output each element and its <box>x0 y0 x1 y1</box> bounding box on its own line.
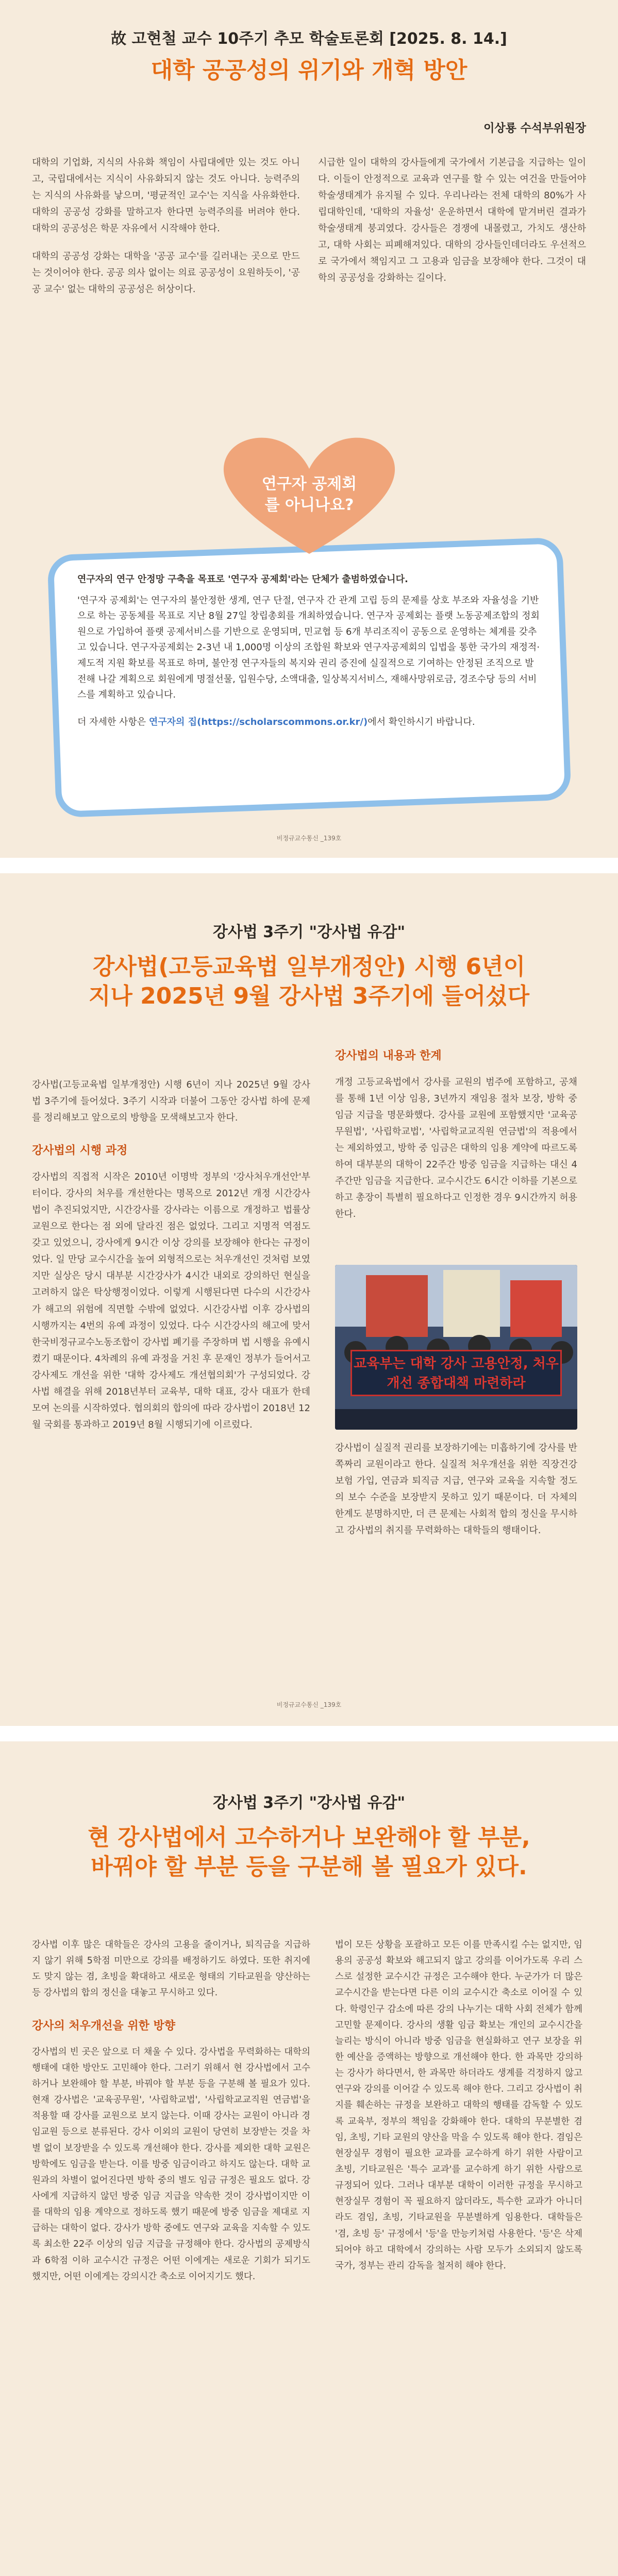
left-column <box>32 155 300 309</box>
section-headline <box>31 952 587 1011</box>
headline-line: 지나 2025년 9월 강사법 3주기에 들어섰다 <box>88 983 530 1010</box>
page-divider <box>0 858 618 873</box>
section-kicker: 故 고현철 교수 10주기 추모 학술토론회 [2025. 8. 14.] <box>111 30 507 48</box>
paragraph: 시급한 일이 대학의 강사들에게 국가에서 기본급을 지급하는 일이다. 이들이 안정적으로 교육과 연구를 할 수 있는 여건을 만들어야 학술생태계가 유지될 수 있다. 우리나라는 전체 대학의 80%가 사립대학인데, '대학의 자율성' 운운하면서 대학에 맡겨버린 결과가 학술생태계 붕괴였다. 강사들은 경쟁에 내몰렸고, 가치도 생산하고, 대학 사회는 피폐해져있다. 대학의 강사들인데더라도 우선적으로 국가에서 책임지고 그 고용과 임금을 보장해야 한다. 그것이 대학의 공공성을 강화하는 길이다. <box>318 157 586 284</box>
callout-content <box>77 572 541 735</box>
protest-scene-icon <box>335 1265 577 1430</box>
subheading: 강사법의 시행 과정 <box>32 1144 128 1158</box>
paragraph: 강사법 이후 많은 대학들은 강사의 고용을 줄이거나, 퇴직금을 지급하지 않기 위해 5학점 미만으로 강의를 배정하기도 하였다. 또한 취지에도 맞지 않는 겸, 초빙을 확대하고 새로운 형태의 기타교원을 양산하는 등 강사법의 합의 정신을 대놓고 무시하고 있다. <box>32 1940 310 1998</box>
page-footer: 비정규교수통신 _139호 <box>276 1701 342 1708</box>
headline-line: 강사법(고등교육법 일부개정안) 시행 6년이 <box>92 954 526 980</box>
section-lecturer-law-reform <box>0 1747 618 2576</box>
paragraph: 개정 고등교육법에서 강사를 교원의 범주에 포함하고, 공채를 통해 1년 이상 임용, 3년까지 재임용 절차 보장, 방학 중 임금 지급을 명문화했다. 강사를 교원에 포함했지만 '교육공무원법', '사립학교법', '사립학교교직원 연금법'의 적용에서는 제외하였고, 방학 중 임금은 대학의 임용 계약에 따르도록 하여 대부분의 대학이 22주간 방중 임금을 지급하는 대신 4주간만 임금을 지급한다. 교수시간도 6시간 이하를 기본으로 하고 총장이 특별히 필요하다고 인정한 경우 9시간까지 허용한다. <box>335 1077 577 1220</box>
section-headline: 대학 공공성의 위기와 개혁 방안 <box>151 57 467 83</box>
subheading: 강사의 처우개선을 위한 방향 <box>32 2019 176 2032</box>
paragraph: 법이 모든 상황을 포괄하고 모든 이를 만족시킬 수는 없지만, 임용의 공공성 확보와 해고되지 않고 강의를 이어가도록 우리 스스로 설정한 교수시간 규정은 고수해야 한다. 누군가가 더 많은 교수시간을 받는다면 다른 이의 교수시간 축소로 이어질 수 있다. 학령인구 감소에 따른 강의 나누기는 대학 사회 전체가 함께 고민할 문제이다. 강사의 생활 임금 확보는 개인의 교수시간을 늘리는 방식이 아니라 방중 임금을 현실화하고 연구 보장을 위한 예산을 증액하는 방향으로 개선해야 한다. 한 과목만 강의하는 강사가 하다면서, 한 과목만 하더라도 생계를 걱정하지 않고 연구와 강의를 이어갈 수 있도록 해야 한다. 그리고 강사법이 취지를 훼손하는 규정을 보완하고 대학의 행태를 감독할 수 있도록 교육부, 정부의 책임을 강화해야 한다. 대학의 무분별한 겸임, 초빙, 기타 교원의 양산을 막을 수 있도록 해야 한다. 겸임은 현장실무 경험이 필요한 교과를 교수하게 하기 위한 사람이고 초빙, 기타교원은 '특수 교과'를 교수하게 하기 위한 사람으로 규정되어 있다. 그러나 대부분 대학이 이러한 규정을 무시하고 현장실무 경험이 꼭 필요하지 않더라도, 특수한 교과가 아니더라도 겸임, 초빙, 기타교원을 무분별하게 임용한다. 대학들은 '겸, 초빙 등' 규정에서 '등'을 만능키처럼 사용한다. '등'은 삭제되어야 하고 대학에서 강의하는 사람 모두가 소외되지 않도록 국가, 정부는 관리 감독을 철저히 해야 한다. <box>335 1940 583 2271</box>
paragraph: 강사법의 직접적 시작은 2010년 이명박 정부의 '강사처우개선안'부터이다. 강사의 처우를 개선한다는 명목으로 2012년 개정 시간강사법이 추진되었지만, 시간강사를 강사라는 이름으로 개정하고 법률상 교원으로 한다는 점 외에 달라진 점은 없었다. 그리고 지명적 역점도 갖고 있었으니, 강사에게 9시간 이상 강의를 보장해야 한다는 규정이었다. 일 만당 교수시간을 높여 외형적으로는 처우개선인 것처럼 보였지만 실상은 당시 대부분 시간강사가 4시간 내외로 강의하던 현실을 고려하지 않은 탁상행정이었다. 이렇게 시행된다면 다수의 시간강사가 해고의 위험에 직면할 수밖에 없었다. 시간강사법 이후 강사법의 시행까지는 4번의 유예 과정이 있었다. 다수 시간강사의 해고에 맞서 한국비정규교수노동조합이 강사법 폐기를 주장하며 법 시행을 유예시켰기 때문이다. 4차례의 유예 과정을 거친 후 문재인 정부가 들어서고 강사제도 개선을 위한 '대학 강사제도 개선협의회'가 구성되었다. 강사법 해결을 위해 2018년부터 교육부, 대학 대표, 강사 대표가 한데 모여 논의를 시작하였다. 협의회의 합의에 따라 강사법이 2018년 12월 국회를 통과하고 2019년 8월 시행되기에 이르렀다. <box>32 1172 310 1430</box>
right-column <box>318 155 586 298</box>
right-column <box>335 1046 577 1234</box>
right-column-lower <box>335 1440 577 1550</box>
left-column <box>32 1937 310 2296</box>
paragraph: 강사법이 실질적 권리를 보장하기에는 미흡하기에 강사를 반쪽짜리 교원이라고 한다. 실질적 처우개선을 위한 직장건강보험 가입, 연금과 퇴직금 지급, 연구와 교육을 지속할 정도의 보수 수준을 보장받지 못하고 있기 때문이다. 더 자체의 한계도 분명하지만, 더 큰 문제는 사회적 합의 정신을 무시하고 강사법의 취지를 무력화하는 대학들의 행태이다. <box>335 1443 577 1536</box>
section-kicker: 강사법 3주기 "강사법 유감" <box>212 1794 406 1812</box>
callout-lead: 연구자의 연구 안정망 구축을 목표로 '연구자 공제회'라는 단체가 출범하였습니다. <box>77 574 408 585</box>
section-kicker: 강사법 3주기 "강사법 유감" <box>212 923 406 941</box>
headline-line: 현 강사법에서 고수하거나 보완해야 할 부분, <box>88 1824 530 1851</box>
heart-text: 연구자 공제회를 아니나요? <box>261 475 357 514</box>
scholars-commons-link[interactable]: 연구자의 집(https://scholarscommons.or.kr/) <box>148 716 368 727</box>
section-public-university <box>0 0 618 855</box>
link-prefix: 더 자세한 사항은 <box>77 716 149 727</box>
section-headline <box>31 1823 587 1882</box>
page-divider <box>0 1726 618 1741</box>
heart-badge <box>219 433 399 556</box>
section-lecturer-law-6years <box>0 876 618 1721</box>
left-column <box>32 1077 310 1445</box>
link-suffix: 에서 확인하시기 바랍니다. <box>368 716 475 727</box>
paragraph: 대학의 공공성 강화는 대학을 '공공 교수'를 길러내는 곳으로 만드는 것이어야 한다. 공공 의사 없이는 의료 공공성이 요원하듯이, '공공 교수' 없는 대학의 공공성은 허상이다. <box>32 251 300 295</box>
headline-line: 바꿔야 할 부분 등을 구분해 볼 필요가 있다. <box>91 1854 527 1880</box>
protest-banner: 교육부는 대학 강사 고용안정, 처우개선 종합대책 마련하라 <box>350 1350 562 1396</box>
page-footer: 비정규교수통신 _139호 <box>276 835 342 842</box>
right-column <box>335 1937 582 2285</box>
protest-photo <box>335 1265 577 1430</box>
paragraph: 대학의 기업화, 지식의 사유화 책임이 사립대에만 있는 것도 아니고, 국립대에서는 지식이 사유화되지 않는 것도 아니다. 능력주의는 지식의 사유화를 낳으며, '평균적인 교수'는 지식을 사유화한다. 대학의 공공성 강화를 말하고자 한다면 능력주의를 버려야 한다. 대학의 공공성은 학문 자유에서 시작해야 한다. <box>32 157 300 234</box>
paragraph: 강사법의 빈 곳은 앞으로 더 채울 수 있다. 강사법을 무력화하는 대학의 행태에 대한 방안도 고민해야 한다. 그러기 위해서 현 강사법에서 고수하거나 보완해야 할 부분, 바꿔야 할 부분 등을 구분해 볼 필요가 있다. 현재 강사법은 '교육공무원', '사립학교법', '사립학교교직원 연금법'을 적용할 때 강사를 교원으로 보지 않는다. 이때 강사는 교원이 아니라 경임교원 등으로 분류된다. 강사 이외의 교원이 당연히 보장받는 것을 차별 없이 보장받을 수 있도록 개선해야 한다. 강사를 제외한 대학 교원은 방학에도 임금을 받는다. 이를 방중 임금이라고 하지도 않는다. 대학 교원과의 차별이 없어진다면 방학 중의 별도 임금 규정은 필요도 없다. 강사에게 지급하지 않던 방중 임금 지급을 약속한 것이 강사법이지만 이를 대학의 임용 계약으로 정하도록 했기 때문에 방중 임금을 제대로 지급하는 대학이 없다. 강사가 방학 중에도 연구와 교육을 지속할 수 있도록 최소한 22주 이상의 임금 지급을 규정해야 한다. 강사법의 공제방식과 6학점 이하 교수시간 규정은 어떤 이에게는 새로운 기회가 되기도 했지만, 어떤 이에게는 강의시간 축소로 이어지기도 했다. <box>32 2046 310 2282</box>
callout-body: '연구자 공제회'는 연구자의 불안정한 생계, 연구 단절, 연구자 간 관계 고립 등의 문제를 상호 부조와 자율성을 기반으로 하는 공동체를 목표로 지난 8월 27일 창립총회를 개최하였습니다. 연구자 공제회는 플랫 노동공제조합의 정회원으로 가입하여 플랫 공제서비스를 기반으로 운영되며, 민교협 등 6개 부리조직이 공동으로 운영하는 체계를 갖추고 있습니다. 연구자공제회는 2-3년 내 1,000명 이상의 조합원 확보와 연구자공제회의 입법을 통한 국가의 재정적·제도적 지원 확보를 목표로 하며, 불안정 연구자들의 복지와 권리 증진에 실질적으로 기여하는 안정된 조직으로 발전해 나갈 계획으로 회원에게 명절선물, 입원수당, 소액대출, 일상복지서비스, 재해사망위로금, 경조수당 등의 서비스를 계획하고 있습니다. <box>77 595 540 701</box>
subheading: 강사법의 내용과 한계 <box>335 1049 442 1062</box>
callout-link-line <box>77 715 541 731</box>
author-byline: 이상룡 수석부위원장 <box>483 122 586 135</box>
paragraph: 강사법(고등교육법 일부개정안) 시행 6년이 지나 2025년 9월 강사법 3주기에 들어섰다. 3주기 시작과 더불어 그동안 강사법 하에 문제를 정리해보고 앞으로의 방향을 모색해보고자 한다. <box>32 1079 310 1124</box>
